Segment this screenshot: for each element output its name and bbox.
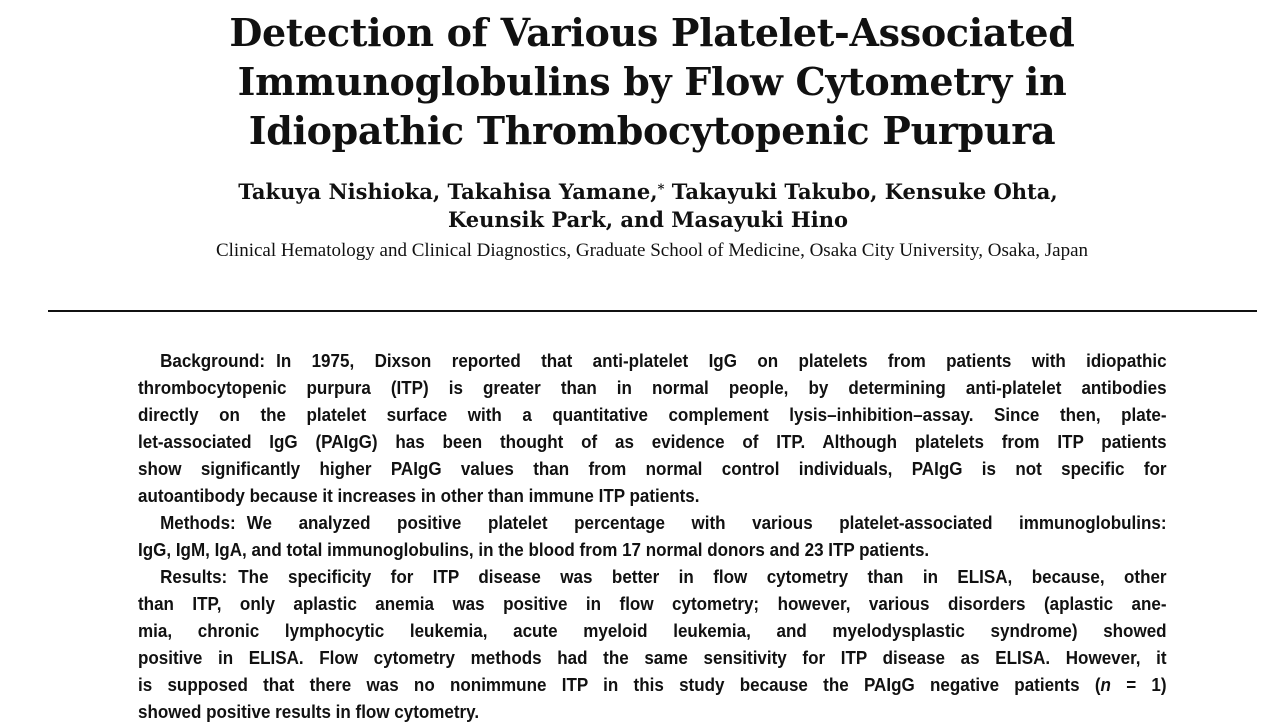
methods-label: Methods: — [160, 512, 236, 533]
results-label: Results: — [160, 566, 228, 587]
author-line-2: Keunsik Park, and Masayuki Hino — [448, 207, 848, 232]
italic-n: n — [1100, 674, 1111, 695]
abstract-line — [138, 671, 1167, 698]
results-text: = 1) — [1110, 674, 1167, 695]
abstract-line: than ITP, only aplastic anemia was positive in flow cytometry; however, various disorders (aplastic ane- — [138, 593, 1167, 614]
authors-text: Takayuki Takubo, Kensuke Ohta, — [664, 179, 1058, 204]
abstract-line: autoantibody because it increases in other than immune ITP patients. — [138, 485, 700, 506]
corresponding-author-mark: * — [657, 182, 665, 197]
header-divider — [48, 310, 1257, 312]
abstract-line: let-associated IgG (PAIgG) has been thought of as evidence of ITP. Although platelets from ITP patients — [138, 431, 1167, 452]
abstract-line — [138, 509, 1167, 536]
methods-text: We analyzed positive platelet percentage with various platelet-associated immunoglobulins: — [246, 512, 1167, 533]
title-line: Idiopathic Thrombocytopenic Purpura — [248, 108, 1056, 153]
article-title — [0, 8, 1280, 155]
title-line: Detection of Various Platelet-Associated — [229, 10, 1075, 55]
abstract-line — [138, 347, 1167, 374]
author-line-1 — [0, 178, 1280, 206]
abstract-line: directly on the platelet surface with a quantitative complement lysis–inhibition–assay. Since then, plate- — [138, 404, 1167, 425]
abstract-line: positive in ELISA. Flow cytometry methods had the same sensitivity for ITP disease as ELISA. However, it — [138, 647, 1167, 668]
results-text: is supposed that there was no nonimmune ITP in this study because the PAIgG negative patients ( — [138, 674, 1101, 695]
results-text: The specificity for ITP disease was better in flow cytometry than in ELISA, because, other — [238, 566, 1167, 587]
abstract-line — [138, 563, 1167, 590]
title-line: Immunoglobulins by Flow Cytometry in — [237, 59, 1067, 104]
abstract-line: thrombocytopenic purpura (ITP) is greater than in normal people, by determining anti-platelet antibodies — [138, 377, 1167, 398]
abstract-line: showed positive results in flow cytometry. — [138, 701, 480, 722]
abstract — [138, 347, 1167, 725]
abstract-line: mia, chronic lymphocytic leukemia, acute myeloid leukemia, and myelodysplastic syndrome) showed — [138, 620, 1167, 641]
author-list — [0, 178, 1280, 234]
abstract-line: show significantly higher PAIgG values than from normal control individuals, PAIgG is not specific for — [138, 458, 1167, 479]
authors-text: Takuya Nishioka, Takahisa Yamane, — [238, 179, 658, 204]
background-label: Background: — [160, 350, 266, 371]
affiliation: Clinical Hematology and Clinical Diagnostics, Graduate School of Medicine, Osaka City University, Osaka, Japan — [215, 240, 1089, 261]
abstract-line: IgG, IgM, IgA, and total immunoglobulins, in the blood from 17 normal donors and 23 ITP patients. — [138, 539, 930, 560]
background-text: In 1975, Dixson reported that anti-platelet IgG on platelets from patients with idiopathic — [276, 350, 1167, 371]
